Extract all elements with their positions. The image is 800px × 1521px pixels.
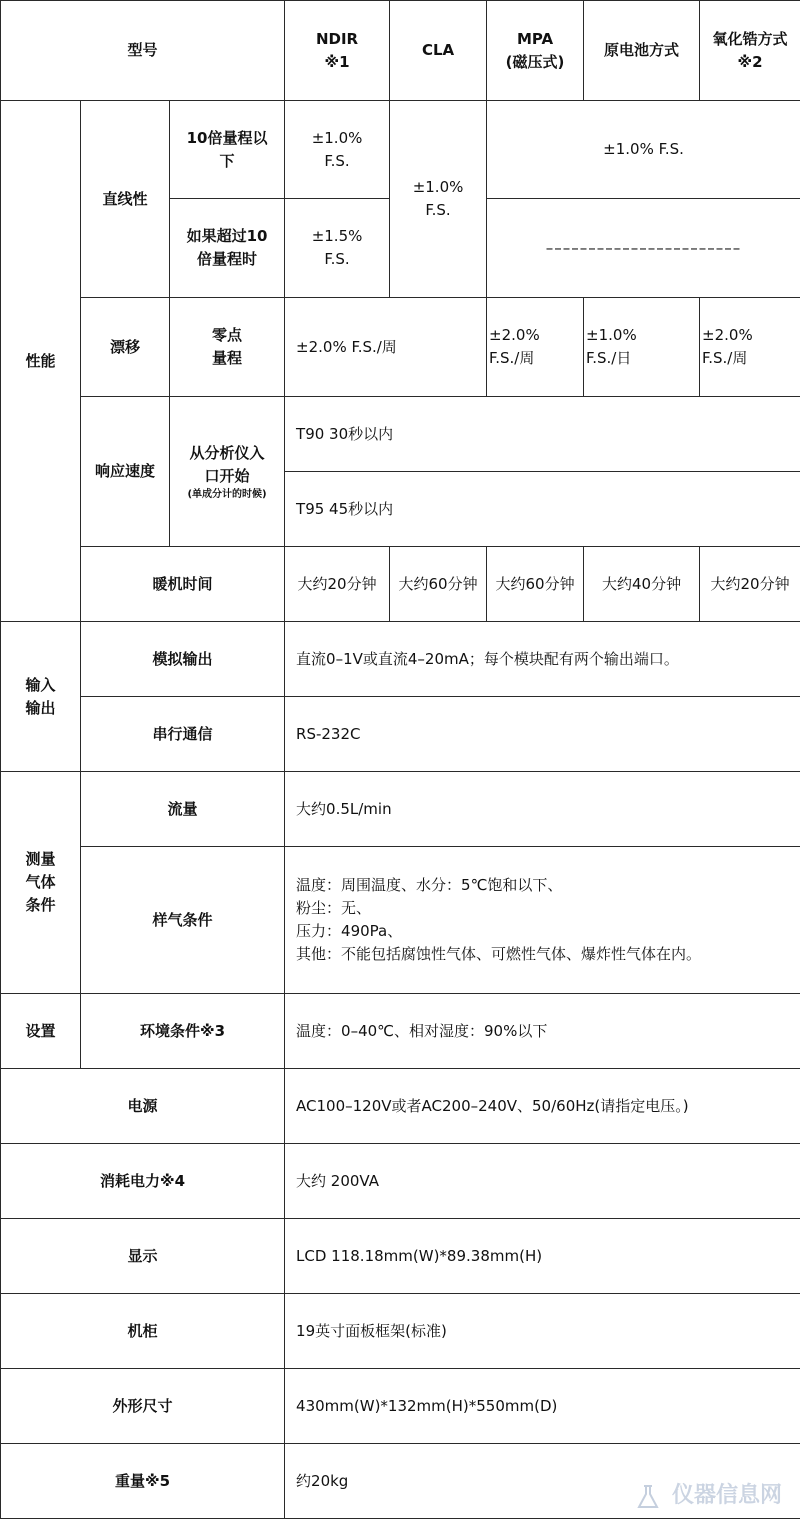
weight-value: 约20kg xyxy=(285,1444,800,1519)
linearity-cla: ±1.0% F.S. xyxy=(390,101,487,298)
warmup-label: 暖机时间 xyxy=(81,547,285,622)
cabinet-value: 19英寸面板框架(标准) xyxy=(285,1294,800,1369)
weight-label: 重量※5 xyxy=(1,1444,285,1519)
flow-value: 大约0.5L/min xyxy=(285,772,800,847)
warmup-ndir: 大约20分钟 xyxy=(285,547,390,622)
dimensions-label: 外形尺寸 xyxy=(1,1369,285,1444)
env-label: 环境条件※3 xyxy=(81,994,285,1069)
linearity-other-above: ––––––––––––––––––––––– xyxy=(487,199,800,298)
env-value: 温度：0–40℃、相对湿度：90%以下 xyxy=(285,994,800,1069)
warmup-cla: 大约60分钟 xyxy=(390,547,487,622)
sample-value: 温度：周围温度、水分：5℃饱和以下、 粉尘：无、 压力：490Pa、 其他：不能包括腐蚀性气体、可燃性气体、爆炸性气体在内。 xyxy=(285,847,800,994)
consumption-label: 消耗电力※4 xyxy=(1,1144,285,1219)
watermark: 仪器信息网 xyxy=(671,1483,782,1508)
response-sub-label: 从分析仪入 口开始 xyxy=(189,443,265,485)
gas-label: 测量 气体 条件 xyxy=(1,772,81,994)
header-ndir: NDIR ※1 xyxy=(285,1,390,101)
analog-output-value: 直流0–1V或直流4–20mA；每个模块配有两个输出端口。 xyxy=(285,622,800,697)
header-model: 型号 xyxy=(1,1,285,101)
install-label: 设置 xyxy=(1,994,81,1069)
drift-ndir-cla: ±2.0% F.S./周 xyxy=(285,298,487,397)
response-label: 响应速度 xyxy=(81,397,170,547)
warmup-zirconia: 大约20分钟 xyxy=(700,547,800,622)
sample-label: 样气条件 xyxy=(81,847,285,994)
drift-zirconia: ±2.0% F.S./周 xyxy=(700,298,800,397)
header-mpa: MPA (磁压式) xyxy=(487,1,584,101)
linearity-other-below: ±1.0% F.S. xyxy=(487,101,800,199)
drift-sub-label: 零点 量程 xyxy=(170,298,285,397)
response-t95: T95 45秒以内 xyxy=(285,472,800,547)
response-sub-note: (单成分计的时候) xyxy=(187,488,267,500)
serial-value: RS-232C xyxy=(285,697,800,772)
warmup-galvanic: 大约40分钟 xyxy=(584,547,700,622)
dimensions-value: 430mm(W)*132mm(H)*550mm(D) xyxy=(285,1369,800,1444)
watermark-flask-icon xyxy=(634,1483,662,1511)
drift-label: 漂移 xyxy=(81,298,170,397)
drift-galvanic: ±1.0% F.S./日 xyxy=(584,298,700,397)
response-sub xyxy=(170,397,285,547)
header-zirconia: 氧化锆方式 ※2 xyxy=(700,1,800,101)
serial-label: 串行通信 xyxy=(81,697,285,772)
linearity-label: 直线性 xyxy=(81,101,170,298)
analog-output-label: 模拟输出 xyxy=(81,622,285,697)
response-t90: T90 30秒以内 xyxy=(285,397,800,472)
linearity-ndir-above: ±1.5% F.S. xyxy=(285,199,390,298)
linearity-above10-label: 如果超过10 倍量程时 xyxy=(170,199,285,298)
performance-label: 性能 xyxy=(1,101,81,622)
io-label: 输入 输出 xyxy=(1,622,81,772)
consumption-value: 大约 200VA xyxy=(285,1144,800,1219)
power-value: AC100–120V或者AC200–240V、50/60Hz(请指定电压。) xyxy=(285,1069,800,1144)
display-value: LCD 118.18mm(W)*89.38mm(H) xyxy=(285,1219,800,1294)
drift-mpa: ±2.0% F.S./周 xyxy=(487,298,584,397)
display-label: 显示 xyxy=(1,1219,285,1294)
flow-label: 流量 xyxy=(81,772,285,847)
header-cla: CLA xyxy=(390,1,487,101)
header-galvanic: 原电池方式 xyxy=(584,1,700,101)
cabinet-label: 机柜 xyxy=(1,1294,285,1369)
power-label: 电源 xyxy=(1,1069,285,1144)
warmup-mpa: 大约60分钟 xyxy=(487,547,584,622)
linearity-below10-label: 10倍量程以 下 xyxy=(170,101,285,199)
linearity-ndir-below: ±1.0% F.S. xyxy=(285,101,390,199)
